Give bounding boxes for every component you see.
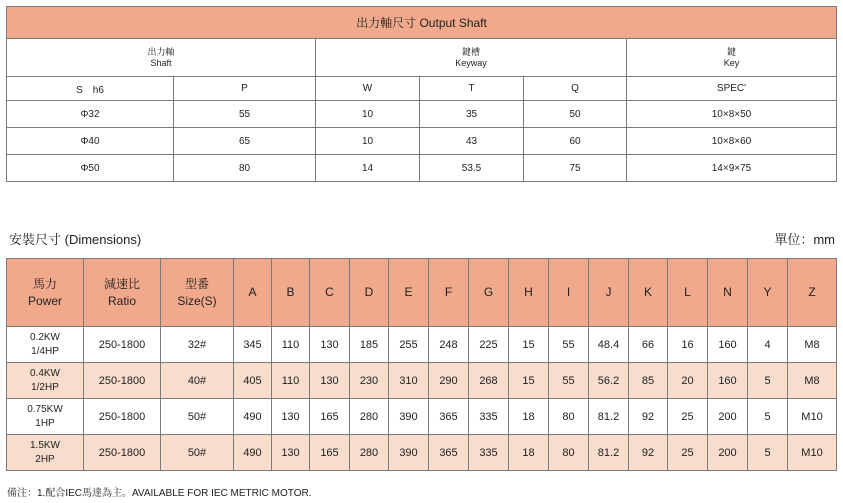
header-ratio — [84, 259, 161, 327]
power-cell — [7, 363, 84, 399]
header-i: I — [549, 259, 589, 327]
table-cell: 50 — [524, 101, 627, 128]
power-hp: 1/4HP — [31, 345, 59, 357]
table-cell: 255 — [389, 327, 429, 363]
table-cell: 4 — [748, 327, 788, 363]
shaft-title: 出力軸尺寸 Output Shaft — [7, 7, 837, 39]
ratio-cell: 250-1800 — [84, 399, 161, 435]
power-cell — [7, 399, 84, 435]
table-cell: 75 — [524, 155, 627, 182]
header-y: Y — [748, 259, 788, 327]
table-cell: 280 — [350, 399, 389, 435]
col-w: W — [316, 77, 420, 101]
col-q: Q — [524, 77, 627, 101]
table-cell: 248 — [429, 327, 469, 363]
header-h: H — [509, 259, 549, 327]
table-cell: 55 — [549, 363, 589, 399]
power-kw: 0.4KW — [29, 367, 60, 379]
table-cell: 200 — [708, 435, 748, 471]
unit-label: 單位：mm — [774, 232, 835, 247]
group-shaft — [7, 39, 316, 77]
table-cell: 15 — [509, 363, 549, 399]
table-cell: 160 — [708, 327, 748, 363]
table-cell: 20 — [668, 363, 708, 399]
header-power — [7, 259, 84, 327]
header-z: Z — [788, 259, 837, 327]
col-s-h6: S h6 — [7, 77, 174, 101]
power-kw: 0.2KW — [29, 331, 60, 343]
table-cell: 10 — [316, 128, 420, 155]
group-shaft-zh: 出力軸 — [147, 46, 175, 57]
table-cell: 130 — [272, 435, 310, 471]
dimensions-title: 安裝尺寸 (Dimensions) — [9, 232, 142, 247]
power-kw: 1.5KW — [29, 439, 60, 451]
table-cell: 92 — [629, 435, 668, 471]
table-cell: 48.4 — [589, 327, 629, 363]
group-shaft-en: Shaft — [150, 57, 172, 68]
table-cell: 10 — [316, 101, 420, 128]
table-cell: 56.2 — [589, 363, 629, 399]
power-cell — [7, 327, 84, 363]
output-shaft-table — [6, 6, 837, 182]
table-cell: 335 — [469, 399, 509, 435]
table-cell: 365 — [429, 399, 469, 435]
footnote: 備注：1.配合IEC馬達為主。AVAILABLE FOR IEC METRIC MOTOR. — [7, 488, 312, 499]
power-hp: 2HP — [35, 453, 55, 465]
table-cell: 230 — [350, 363, 389, 399]
header-power-zh: 馬力 — [32, 276, 57, 291]
col-spec: SPEC' — [627, 77, 837, 101]
table-cell: 25 — [668, 399, 708, 435]
table-cell: 10×8×60 — [627, 128, 837, 155]
header-n: N — [708, 259, 748, 327]
table-cell: 15 — [509, 327, 549, 363]
size-cell: 50# — [161, 399, 234, 435]
table-cell: 160 — [708, 363, 748, 399]
power-hp: 1HP — [35, 417, 55, 429]
shaft-column-row — [7, 77, 837, 101]
header-size-zh: 型番 — [184, 276, 209, 291]
table-cell: Φ50 — [7, 155, 174, 182]
table-cell: 110 — [272, 363, 310, 399]
table-cell: 310 — [389, 363, 429, 399]
table-cell: 80 — [549, 435, 589, 471]
table-cell: M10 — [788, 435, 837, 471]
table-cell: 81.2 — [589, 435, 629, 471]
table-cell: 60 — [524, 128, 627, 155]
table-cell: 14 — [316, 155, 420, 182]
ratio-cell: 250-1800 — [84, 363, 161, 399]
table-cell: 43 — [420, 128, 524, 155]
table-cell: 290 — [429, 363, 469, 399]
table-cell: 110 — [272, 327, 310, 363]
table-cell: 85 — [629, 363, 668, 399]
table-cell: 35 — [420, 101, 524, 128]
table-row — [7, 155, 837, 182]
size-cell: 40# — [161, 363, 234, 399]
table-cell: 490 — [234, 399, 272, 435]
header-c: C — [310, 259, 350, 327]
group-key — [627, 39, 837, 77]
table-cell: 80 — [174, 155, 316, 182]
table-cell: Φ40 — [7, 128, 174, 155]
table-cell: 225 — [469, 327, 509, 363]
header-a: A — [234, 259, 272, 327]
table-row — [7, 128, 837, 155]
table-cell: 66 — [629, 327, 668, 363]
shaft-group-row — [7, 39, 837, 77]
group-key-zh: 鍵 — [726, 46, 736, 57]
table-cell: 280 — [350, 435, 389, 471]
group-key-en: Key — [723, 57, 740, 68]
table-row — [7, 327, 837, 363]
ratio-cell: 250-1800 — [84, 435, 161, 471]
table-cell: 80 — [549, 399, 589, 435]
table-cell: 14×9×75 — [627, 155, 837, 182]
header-l: L — [668, 259, 708, 327]
table-row — [7, 435, 837, 471]
table-cell: 53.5 — [420, 155, 524, 182]
table-cell: 405 — [234, 363, 272, 399]
table-cell: 165 — [310, 399, 350, 435]
header-d: D — [350, 259, 389, 327]
dimensions-header-row — [7, 259, 837, 327]
ratio-cell: 250-1800 — [84, 327, 161, 363]
table-row — [7, 399, 837, 435]
table-cell: 5 — [748, 363, 788, 399]
table-cell: 55 — [174, 101, 316, 128]
header-ratio-en: Ratio — [107, 293, 136, 308]
table-cell: 200 — [708, 399, 748, 435]
table-cell: 10×8×50 — [627, 101, 837, 128]
power-kw: 0.75KW — [27, 403, 63, 415]
group-keyway-en: Keyway — [455, 57, 487, 68]
power-cell — [7, 435, 84, 471]
table-cell: 130 — [272, 399, 310, 435]
table-cell: 16 — [668, 327, 708, 363]
dimensions-table — [6, 258, 837, 471]
shaft-title-row — [7, 7, 837, 39]
table-row — [7, 101, 837, 128]
size-cell: 32# — [161, 327, 234, 363]
table-cell: 65 — [174, 128, 316, 155]
group-keyway — [316, 39, 627, 77]
table-cell: 5 — [748, 399, 788, 435]
table-row — [7, 363, 837, 399]
table-cell: 165 — [310, 435, 350, 471]
table-cell: M10 — [788, 399, 837, 435]
header-size — [161, 259, 234, 327]
header-size-en: Size(S) — [177, 293, 217, 308]
table-cell: 390 — [389, 399, 429, 435]
table-cell: 390 — [389, 435, 429, 471]
table-cell: 55 — [549, 327, 589, 363]
table-cell: 5 — [748, 435, 788, 471]
power-hp: 1/2HP — [31, 381, 59, 393]
table-cell: 365 — [429, 435, 469, 471]
size-cell: 50# — [161, 435, 234, 471]
header-power-en: Power — [27, 293, 62, 308]
header-j: J — [589, 259, 629, 327]
header-g: G — [469, 259, 509, 327]
table-cell: 335 — [469, 435, 509, 471]
col-p: P — [174, 77, 316, 101]
table-cell: M8 — [788, 363, 837, 399]
table-cell: M8 — [788, 327, 837, 363]
group-keyway-zh: 鍵槽 — [461, 46, 480, 57]
table-cell: 25 — [668, 435, 708, 471]
col-t: T — [420, 77, 524, 101]
header-ratio-zh: 減速比 — [103, 276, 140, 291]
table-cell: 268 — [469, 363, 509, 399]
table-cell: 185 — [350, 327, 389, 363]
table-cell: 18 — [509, 399, 549, 435]
table-cell: 18 — [509, 435, 549, 471]
table-cell: Φ32 — [7, 101, 174, 128]
header-e: E — [389, 259, 429, 327]
header-k: K — [629, 259, 668, 327]
header-b: B — [272, 259, 310, 327]
header-f: F — [429, 259, 469, 327]
table-cell: 490 — [234, 435, 272, 471]
table-cell: 345 — [234, 327, 272, 363]
table-cell: 92 — [629, 399, 668, 435]
table-cell: 130 — [310, 363, 350, 399]
table-cell: 81.2 — [589, 399, 629, 435]
table-cell: 130 — [310, 327, 350, 363]
